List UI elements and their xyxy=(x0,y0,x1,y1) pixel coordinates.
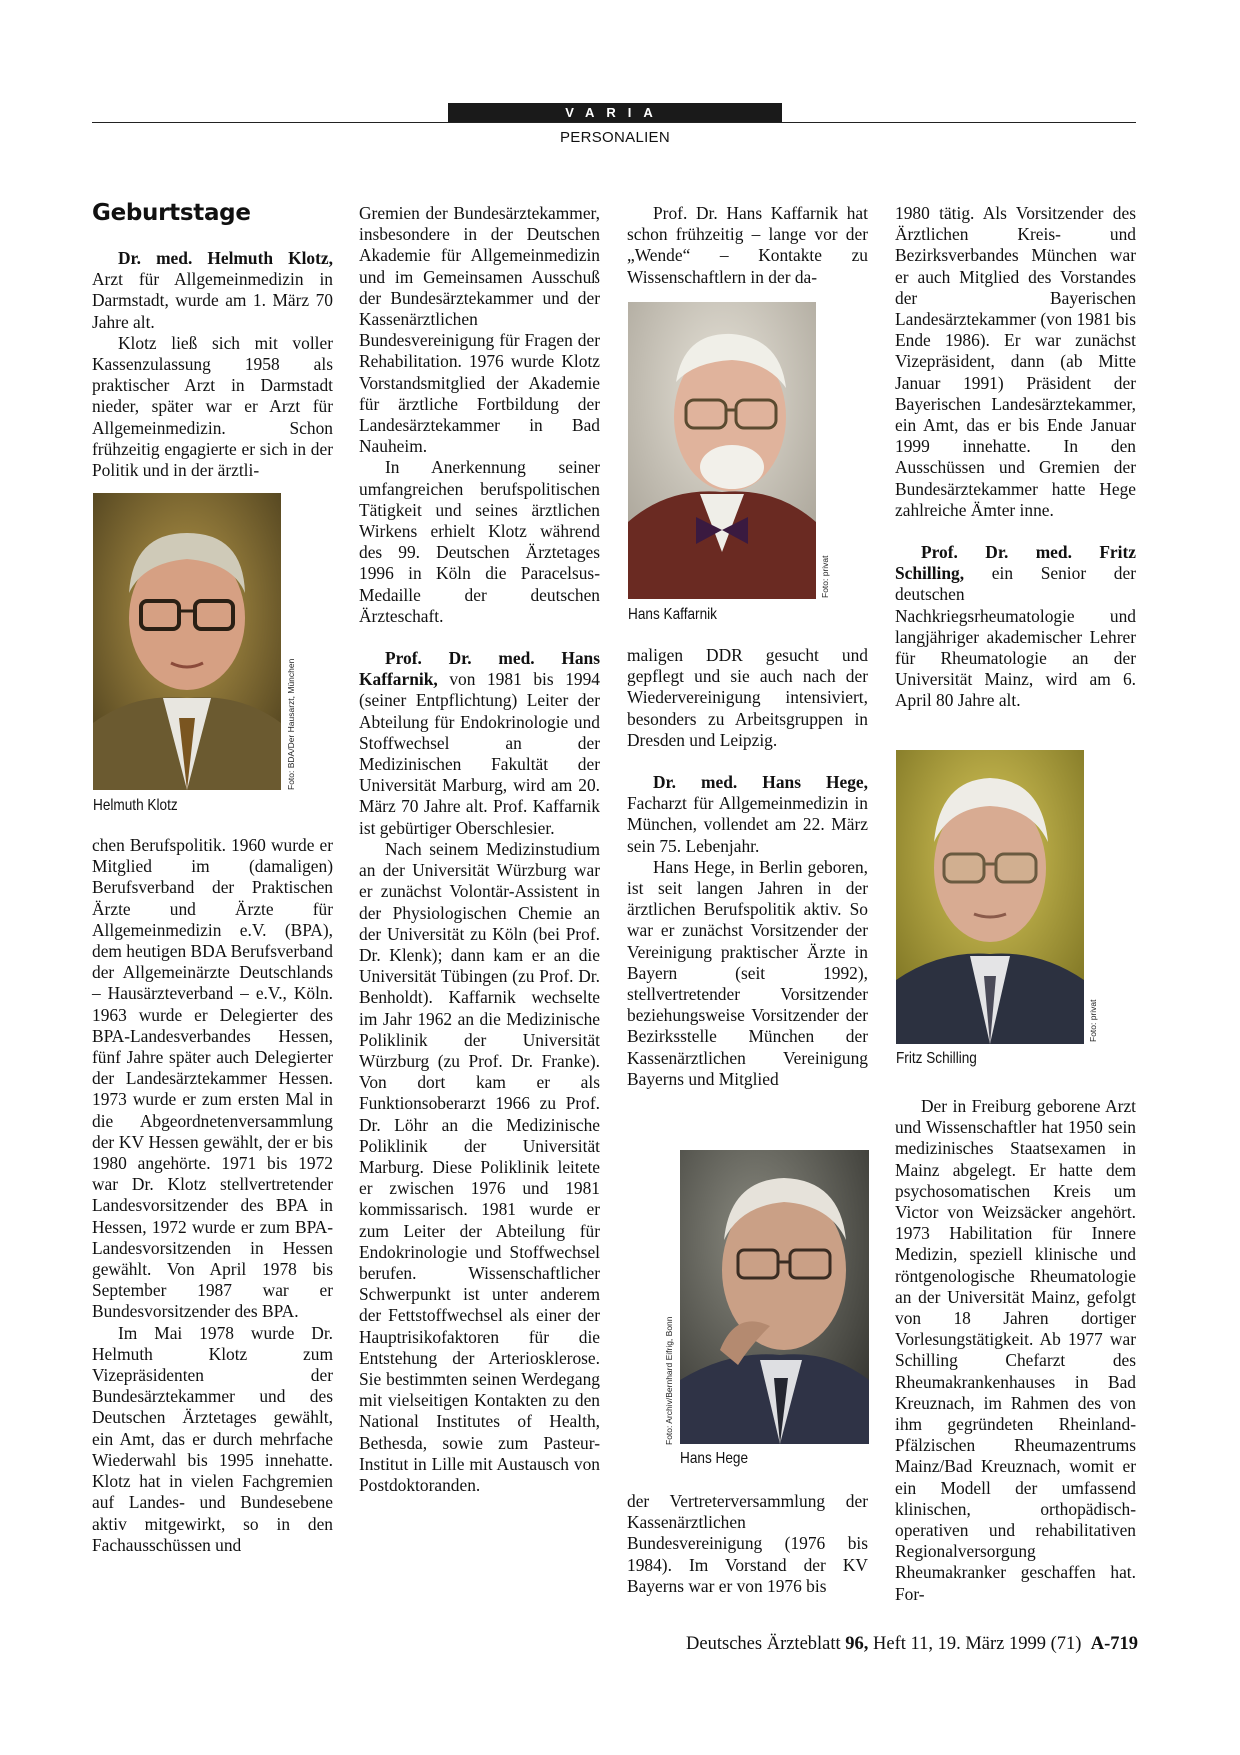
paragraph: In Anerkennung seiner umfangreichen berufspolitischen Tätigkeit und seines ärztlichen Wirkens erhielt Klotz während des 99. Deutschen Ärztetages 1996 in Köln die Paracelsus-Medaille der deutschen Ärzteschaft. xyxy=(359,457,600,626)
page-number: A-719 xyxy=(1090,1634,1138,1654)
paragraph-text: Arzt für Allgemeinmedizin in Darmstadt, wurde am 1. März 70 Jahre alt. xyxy=(92,269,333,332)
paragraph xyxy=(359,648,600,839)
paragraph: der Vertreterversammlung der Kassenärztlichen Bundesvereinigung (1976 bis 1984). Im Vorstand der KV Bayerns war er von 1976 bis xyxy=(627,1491,868,1596)
paragraph: 1980 tätig. Als Vorsitzender des Ärztlichen Kreis- und Bezirksverbandes München war er auch Mitglied des Vorstandes der Bayerischen Landesärztekammer (von 1981 bis Ende 1986). Er war zunächst Vizepräsident, dann (ab Mitte Januar 1991) Präsident der Bayerischen Landesärztekammer, ein Amt, das er bis Ende Januar 1999 innehatte. In den Ausschüssen und Gremien der Bundesärztekammer hatte Hege zahlreiche Ämter inne. xyxy=(895,203,1136,520)
photo-caption: Hans Kaffarnik xyxy=(628,606,717,623)
paragraph-text: ein Senior der deutschen Nachkriegsrheumatologie und langjähriger akademischer Lehrer für Rheumatologie an der Universität Mainz, wird am 6. April 80 Jahre alt. xyxy=(895,563,1136,711)
subsection-label: PERSONALIEN xyxy=(560,129,670,146)
photo-credit: Foto: privat xyxy=(820,555,830,598)
header-rule xyxy=(92,122,1136,123)
paragraph: Gremien der Bundesärztekammer, insbesondere in der Deutschen Akademie für Allgemeinmedizin und im Gemeinsamen Ausschuß der Bundesärztekammer und der Kassenärztlichen Bundesvereinigung für Fragen der Rehabilitation. 1976 wurde Klotz Vorstandsmitglied der Akademie für ärztliche Fortbildung der Landesärztekammer in Bad Nauheim. xyxy=(359,203,600,457)
photo-caption: Fritz Schilling xyxy=(896,1050,977,1067)
person-name: Prof. Dr. med. Hans Kaffarnik, xyxy=(359,648,600,690)
column-4-top xyxy=(895,203,1136,712)
paragraph: chen Berufspolitik. 1960 wurde er Mitglied im (damaligen) Berufsverband der Praktischen Ärzte und Ärzte für Allgemeinmedizin e.V. (BPA), dem heutigen BDA Berufsverband der Allgemeinärzte Deutschlands – Hausärzteverband – e.V., Köln. 1963 wurde er Delegierter des BPA-Landesverbandes Hessen, fünf Jahre später auch Delegierter der Landesärztekammer Hessen. 1973 wurde er zum ersten Mal in die Abgeordnetenversammlung der KV Hessen gewählt, der er bis 1980 angehörte. 1971 bis 1972 war Dr. Klotz stellvertretender Landesvorsitzender des BPA in Hessen, 1972 wurde er zum BPA-Landesvorsitzenden in Hessen gewählt. Von April 1978 bis September 1987 war er Bundesvorsitzender des BPA. xyxy=(92,835,333,1322)
paragraph: Hans Hege, in Berlin geboren, ist seit langen Jahren in der ärztlichen Berufspolitik aktiv. So war er zunächst Vorsitzender der Vereinigung praktischer Ärzte in Bayern (seit 1992), stellvertretender Vorsitzender beziehungsweise Vorsitzender der Bezirksstelle München der Kassenärztlichen Vereinigung Bayerns und Mitglied xyxy=(627,856,868,1089)
paragraph: maligen DDR gesucht und gepflegt und sie auch nach der Wiedervereinigung intensiviert, besonders zu Arbeitsgruppen in Dresden und Leipzig. xyxy=(627,645,868,750)
photo-credit: Foto: Archiv/Bernhard Eifrig, Bonn xyxy=(664,1316,674,1445)
paragraph xyxy=(895,542,1136,712)
section-label: VARIA xyxy=(448,103,782,123)
page-footer xyxy=(620,1634,1138,1655)
photo-credit: Foto: BDA/Der Hausarzt, München xyxy=(286,658,296,790)
paragraph: Nach seinem Medizinstudium an der Universität Würzburg war er zunächst Volontär-Assistent in der Physiologischen Chemie an der Universität zu Köln (bei Prof. Dr. Klenk); dann kam er an die Universität Tübingen (zu Prof. Dr. Benholdt). Kaffarnik wechselte im Jahr 1962 an die Medizinische Poliklinik der Universität Würzburg (zu Prof. Dr. Franke). Von dort kam er als Funktionsoberarzt 1966 zu Prof. Dr. Löhr an die Medizinische Poliklinik der Universität Marburg. Diese Poliklinik leitete er zwischen 1976 und 1981 kommissarisch. 1981 wurde er zum Leiter der Abteilung für Endokrinologie und Stoffwechsel berufen. Wissenschaftlicher Schwerpunkt ist unter anderem der Fettstoffwechsel als einer der Hauptrisikofaktoren für die Entstehung der Arteriosklerose. Sie bestimmten seinen Werdegang mit vielseitigen Kontakten zu den National Institutes of Health, Bethesda, sowie zum Pasteur-Institut in Lille mit Austausch von Postdoktoranden. xyxy=(359,838,600,1495)
column-1-bottom xyxy=(92,835,333,1556)
photo-hans-hege xyxy=(680,1150,869,1444)
column-2 xyxy=(359,203,600,1496)
photo-helmuth-klotz xyxy=(93,493,281,790)
photo-hans-kaffarnik xyxy=(628,302,816,599)
photo-caption: Helmuth Klotz xyxy=(93,797,178,814)
paragraph xyxy=(627,772,868,857)
photo-caption: Hans Hege xyxy=(680,1450,749,1467)
page-title: Geburtstage xyxy=(92,200,251,226)
photo-credit: Foto: privat xyxy=(1088,999,1098,1042)
photo-fritz-schilling xyxy=(896,750,1084,1044)
issue-info: Heft 11, 19. März 1999 (71) xyxy=(873,1634,1082,1654)
person-name: Prof. Dr. med. Fritz Schilling, xyxy=(895,542,1136,584)
paragraph: Im Mai 1978 wurde Dr. Helmuth Klotz zum Vizepräsidenten der Bundesärztekammer und des Deutschen Ärztetages gewählt, ein Amt, das er durch mehrfache Wiederwahl bis 1995 innehatte. Klotz hat in vielen Fachgremien auf Landes- und Bundesebene aktiv mitgewirkt, so in den Fachausschüssen und xyxy=(92,1322,333,1555)
column-3-bottom xyxy=(627,1491,868,1597)
paragraph xyxy=(92,248,333,333)
paragraph: Prof. Dr. Hans Kaffarnik hat schon frühzeitig – lange vor der „Wende“ – Kontakte zu Wissenschaftlern in der da- xyxy=(627,203,868,287)
paragraph-text: von 1981 bis 1994 (seiner Entpflichtung) Leiter der Abteilung für Endokrinologie und Stoffwechsel an der Medizinischen Fakultät der Universität Marburg, wird am 20. März 70 Jahre alt. Prof. Kaffarnik ist gebürtiger Oberschlesier. xyxy=(359,669,600,838)
column-3-middle xyxy=(627,645,868,1090)
paragraph-text: Facharzt für Allgemeinmedizin in München, vollendet am 22. März sein 75. Lebenjahr. xyxy=(627,793,868,856)
journal-name: Deutsches Ärzteblatt xyxy=(686,1634,841,1654)
paragraph: Der in Freiburg geborene Arzt und Wissenschaftler hat 1950 sein medizinisches Staatsexamen in Mainz abgelegt. Er hatte dem psychosomatischen Kreis um Victor von Weizsäcker angehört. 1973 Habilitation für Innere Medizin, speziell klinische und röntgenologische Rheumatologie an der Universität Mainz, gefolgt von 18 Jahren dortiger Vorlesungstätigkeit. Ab 1977 war Schilling Chefarzt des Rheumakrankenhauses in Bad Kreuznach, im Rahmen des von ihm gegründeten Rheinland-Pfälzischen Rheumazentrums Mainz/Bad Kreuznach, womit er ein Modell der umfassend klinischen, orthopädisch-operativen und rehabilitativen Regionalversorgung Rheumakranker geschaffen hat. For- xyxy=(895,1096,1136,1604)
volume: 96, xyxy=(845,1634,869,1654)
column-1-top xyxy=(92,248,333,481)
column-4-bottom xyxy=(895,1096,1136,1605)
paragraph: Klotz ließ sich mit voller Kassenzulassung 1958 als praktischer Arzt in Darmstadt nieder, später war er Arzt für Allgemeinmedizin. Schon frühzeitig engagierte er sich in der Politik und in der ärztli- xyxy=(92,332,333,481)
person-name: Dr. med. Hans Hege, xyxy=(653,772,868,793)
person-name: Dr. med. Helmuth Klotz, xyxy=(118,248,333,268)
column-3-top xyxy=(627,203,868,288)
